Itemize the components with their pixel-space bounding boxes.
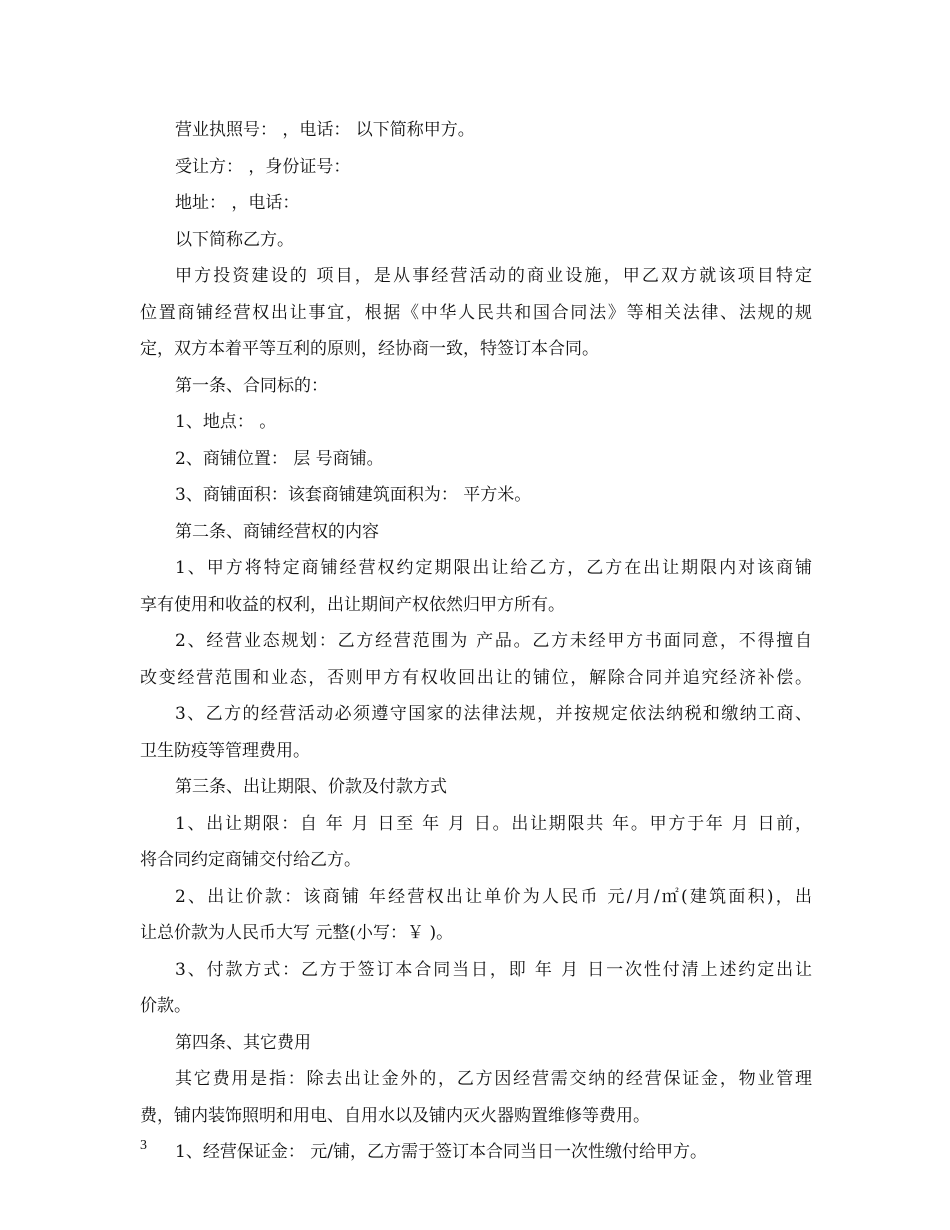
- text-line: 1、地点： 。: [175, 412, 277, 432]
- text-line: 卫生防疫等管理费用。: [140, 740, 310, 761]
- text-line: 2、出让价款：该商铺 年经营权出让单价为人民币 元/月/㎡(建筑面积)，出: [175, 886, 812, 907]
- text-line: 以下简称乙方。: [175, 229, 294, 250]
- text-line: 2、商铺位置： 层 号商铺。: [175, 448, 384, 469]
- page-number: 3: [140, 1138, 147, 1153]
- text-line: 位置商铺经营权出让事宜，根据《中华人民共和国合同法》等相关法律、法规的规: [140, 302, 812, 323]
- text-line: 第三条、出让期限、价款及付款方式: [175, 777, 447, 797]
- text-line: 第四条、其它费用: [175, 1032, 311, 1053]
- text-line: 3、商铺面积：该套商铺建筑面积为： 平方米。: [175, 485, 532, 505]
- text-line: 2、经营业态规划：乙方经营范围为 产品。乙方未经甲方书面同意，不得擅自: [175, 631, 812, 651]
- text-line: 第二条、商铺经营权的内容: [175, 521, 379, 542]
- text-line: 定，双方本着平等互利的原则，经协商一致，特签订本合同。: [140, 339, 599, 359]
- text-line: 地址： ，电话：: [175, 193, 300, 213]
- text-line: 受让方： ，身份证号：: [175, 156, 351, 177]
- text-line: 让总价款为人民币大写 元整(小写：￥ )。: [140, 923, 454, 943]
- text-line: 第一条、合同标的：: [175, 375, 328, 396]
- text-line: 价款。: [140, 996, 191, 1016]
- text-line: 1、甲方将特定商铺经营权约定期限出让给乙方，乙方在出让期限内对该商铺: [175, 558, 812, 578]
- text-line: 享有使用和收益的权利，出让期间产权依然归甲方所有。: [140, 594, 565, 615]
- text-line: 费，铺内装饰照明和用电、自用水以及铺内灭火器购置维修等费用。: [140, 1105, 650, 1126]
- text-line: 改变经营范围和业态，否则甲方有权收回出让的铺位，解除合同并追究经济补偿。: [140, 667, 812, 688]
- text-line: 甲方投资建设的 项目，是从事经营活动的商业设施，甲乙双方就该项目特定: [175, 266, 812, 286]
- contract-body: [140, 112, 812, 1171]
- text-line: 将合同约定商铺交付给乙方。: [140, 850, 361, 870]
- text-line: 1、出让期限：自 年 月 日至 年 月 日。出让期限共 年。甲方于年 月 日前，: [175, 813, 812, 834]
- text-line: 3、乙方的经营活动必须遵守国家的法律法规，并按规定依法纳税和缴纳工商、: [175, 704, 812, 724]
- text-line: 营业执照号： ，电话： 以下简称甲方。: [175, 120, 475, 140]
- text-line: 3、付款方式：乙方于签订本合同当日，即 年 月 日一次性付清上述约定出让: [175, 959, 812, 980]
- text-line: 其它费用是指：除去出让金外的，乙方因经营需交纳的经营保证金，物业管理: [175, 1069, 812, 1089]
- text-line: 1、经营保证金： 元/铺，乙方需于签订本合同当日一次性缴付给甲方。: [175, 1142, 707, 1162]
